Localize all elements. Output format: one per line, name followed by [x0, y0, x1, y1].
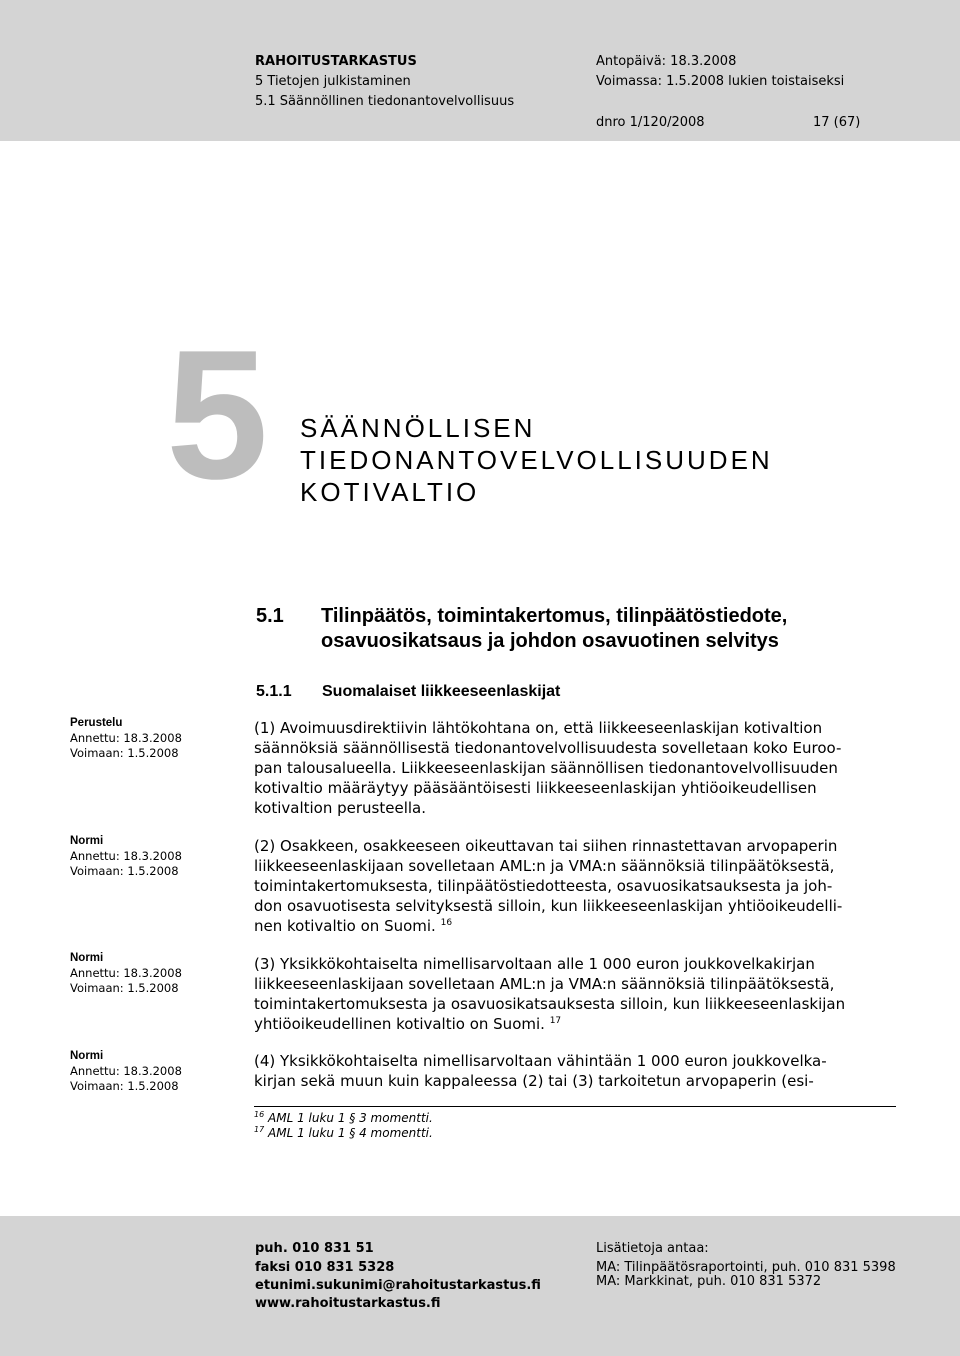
paragraph-line: toimintakertomuksesta, tilinpäätöstiedotteesta, osavuosikatsauksesta ja joh- [254, 877, 833, 895]
paragraph-line: kotivaltion perusteella. [254, 799, 426, 817]
footer-contact: MA: Tilinpäätösraportointi, puh. 010 831 5398 [596, 1260, 896, 1275]
margin-note-effective: Voimaan: 1.5.2008 [70, 864, 179, 878]
header-issued: Antopäivä: 18.3.2008 [596, 54, 737, 69]
paragraph-line: (3) Yksikkökohtaiselta nimellisarvoltaan alle 1 000 euron joukkovelkakirjan [254, 955, 815, 973]
footnote-number: 17 [254, 1125, 265, 1134]
chapter-title-line: KOTIVALTIO [300, 477, 480, 507]
paragraph-line: toimintakertomuksesta ja osavuosikatsauksesta silloin, kun liikkeeseenlaskijan [254, 995, 846, 1013]
margin-note-label: Normi [70, 835, 104, 847]
header-chapter: 5 Tietojen julkistaminen [255, 74, 411, 89]
section-title-line: Tilinpäätös, toimintakertomus, tilinpäätöstiedote, [321, 605, 788, 627]
paragraph-1 [254, 718, 894, 818]
margin-note-issued: Annettu: 18.3.2008 [70, 731, 182, 745]
margin-note-issued: Annettu: 18.3.2008 [70, 966, 182, 980]
paragraph-line: liikkeeseenlaskijaan sovelletaan AML:n ja VMA:n säännöksiä tilinpäätöksestä, [254, 975, 835, 993]
footer-info-label: Lisätietoja antaa: [596, 1241, 709, 1256]
margin-note [70, 716, 182, 761]
margin-note-effective: Voimaan: 1.5.2008 [70, 981, 179, 995]
footnote-divider [254, 1106, 896, 1107]
footnote [254, 1111, 433, 1126]
page-header [0, 0, 960, 141]
paragraph-line: (1) Avoimuusdirektiivin lähtökohtana on, että liikkeeseenlaskijan kotivaltion [254, 719, 823, 737]
header-section: 5.1 Säännöllinen tiedonantovelvollisuus [255, 94, 515, 109]
section-title [321, 604, 787, 654]
margin-note-effective: Voimaan: 1.5.2008 [70, 746, 179, 760]
footnote [254, 1126, 433, 1141]
subsection-number: 5.1.1 [256, 683, 292, 700]
paragraph-line: (2) Osakkeen, osakkeeseen oikeuttavan tai siihen rinnastettavan arvopaperin [254, 837, 838, 855]
chapter-title-line: TIEDONANTOVELVOLLISUUDEN [300, 445, 773, 475]
paragraph-line [254, 916, 894, 936]
chapter-title-line: SÄÄNNÖLLISEN [300, 413, 536, 443]
margin-note-effective: Voimaan: 1.5.2008 [70, 1079, 179, 1093]
paragraph-line: kotivaltio määräytyy pääsääntöisesti liikkeeseenlaskijan yhtiöoikeudellisen [254, 779, 817, 797]
paragraph-line: kirjan sekä muun kuin kappaleessa (2) tai (3) tarkoitetun arvopaperin (esi- [254, 1072, 814, 1090]
paragraph-line: pan talousalueella. Liikkeeseenlaskijan säännöllisen tiedonantovelvollisuuden [254, 759, 838, 777]
footnote-text: AML 1 luku 1 § 3 momentti. [268, 1111, 433, 1125]
chapter-title [300, 412, 773, 508]
footer-phone: puh. 010 831 51 [255, 1241, 374, 1256]
footnote-ref: 17 [549, 1016, 562, 1026]
paragraph-line: (4) Yksikkökohtaiselta nimellisarvoltaan vähintään 1 000 euron joukkovelka- [254, 1052, 827, 1070]
paragraph-4 [254, 1051, 894, 1091]
footer-email: etunimi.sukunimi@rahoitustarkastus.fi [255, 1278, 541, 1293]
chapter-number: 5 [166, 311, 269, 517]
paragraph-line: don osavuotisesta selvityksestä silloin, kun liikkeeseenlaskijan yhtiöoikeudelli- [254, 897, 843, 915]
footnote-number: 16 [254, 1110, 265, 1119]
subsection-title: Suomalaiset liikkeeseenlaskijat [322, 683, 561, 700]
header-valid: Voimassa: 1.5.2008 lukien toistaiseksi [596, 74, 845, 89]
margin-note-label: Normi [70, 1050, 104, 1062]
section-title-line: osavuosikatsaus ja johdon osavuotinen selvitys [321, 630, 779, 652]
margin-note-issued: Annettu: 18.3.2008 [70, 849, 182, 863]
paragraph-line-text: nen kotivaltio on Suomi. [254, 917, 436, 935]
footnote-text: AML 1 luku 1 § 4 momentti. [268, 1126, 433, 1140]
margin-note [70, 951, 182, 996]
paragraph-line: säännöksiä säännöllisestä tiedonantovelvollisuudesta sovelletaan koko Euroo- [254, 739, 842, 757]
margin-note [70, 834, 182, 879]
footnote-ref: 16 [440, 918, 453, 928]
paragraph-2 [254, 836, 894, 936]
paragraph-line-text: yhtiöoikeudellinen kotivaltio on Suomi. [254, 1015, 545, 1033]
paragraph-3 [254, 954, 894, 1034]
paragraph-line: liikkeeseenlaskijaan sovelletaan AML:n ja VMA:n säännöksiä tilinpäätöksestä, [254, 857, 835, 875]
footer-fax: faksi 010 831 5328 [255, 1260, 395, 1275]
section-number: 5.1 [256, 605, 284, 627]
paragraph-line [254, 1014, 894, 1034]
margin-note-label: Normi [70, 952, 104, 964]
page-footer [0, 1216, 960, 1356]
header-dnro: dnro 1/120/2008 [596, 115, 705, 130]
header-org: RAHOITUSTARKASTUS [255, 54, 417, 69]
margin-note-issued: Annettu: 18.3.2008 [70, 1064, 182, 1078]
footer-contact: MA: Markkinat, puh. 010 831 5372 [596, 1274, 822, 1289]
margin-note [70, 1049, 182, 1094]
margin-note-label: Perustelu [70, 717, 123, 729]
header-page-number: 17 (67) [813, 115, 861, 130]
footer-web: www.rahoitustarkastus.fi [255, 1296, 441, 1311]
